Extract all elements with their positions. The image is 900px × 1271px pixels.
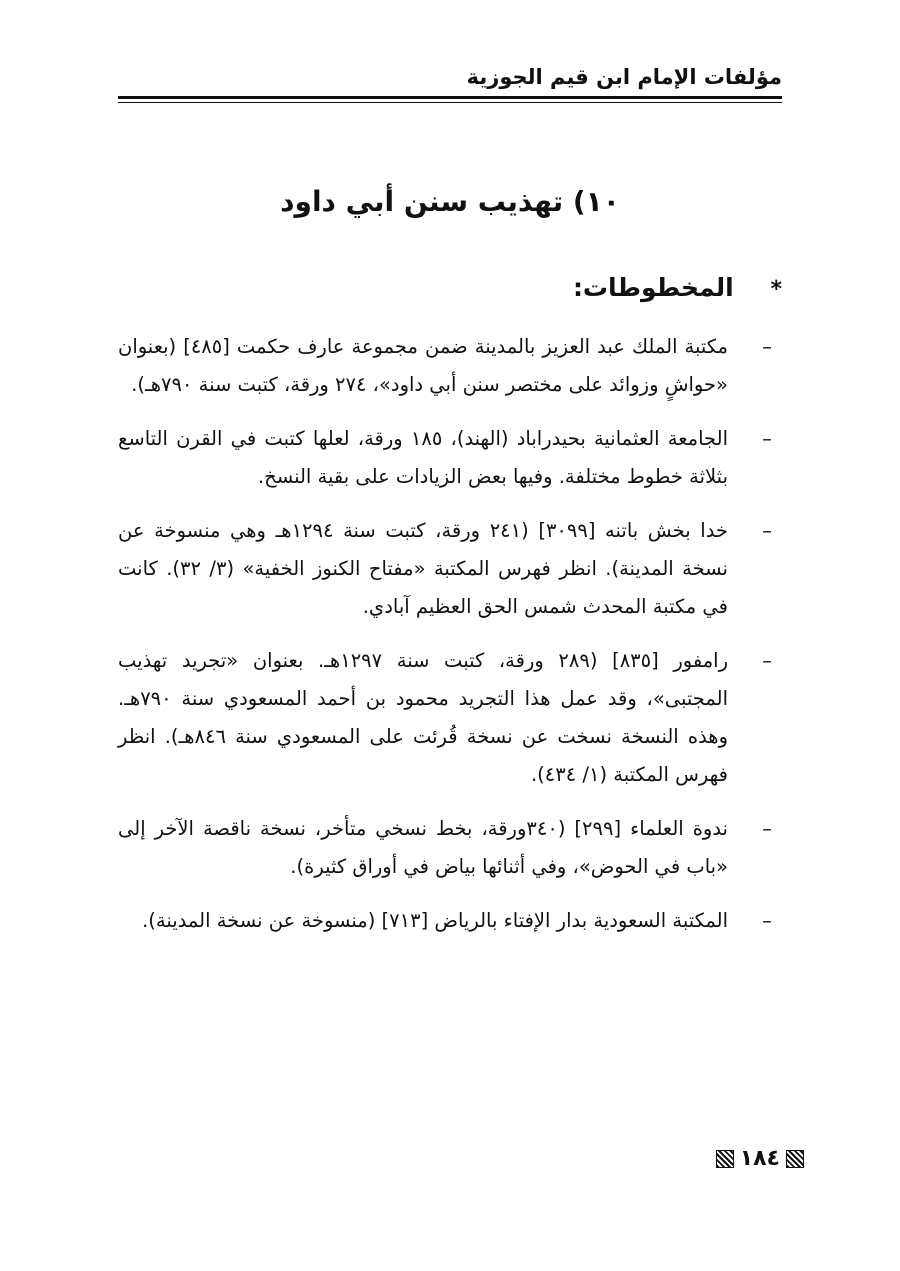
list-item (118, 902, 782, 940)
section-heading (573, 268, 782, 310)
list-dash: – (762, 427, 772, 450)
section-heading-text: المخطوطات: (572, 273, 734, 302)
page-number: ١٨٤ (739, 1146, 780, 1171)
running-header-title: مؤلفات الإمام ابن قيم الجوزية (466, 65, 782, 89)
list-item-text: المكتبة السعودية بدار الإفتاء بالرياض [٧١٣] (منسوخة عن نسخة المدينة). (142, 909, 728, 932)
list-item (118, 642, 782, 794)
list-item (118, 512, 782, 626)
list-dash: – (762, 335, 772, 358)
list-item-text: مكتبة الملك عبد العزيز بالمدينة ضمن مجموعة عارف حكمت [٤٨٥] (بعنوان «حواشٍ وزوائد على مختصر سنن أبي داود»، ٢٧٤ ورقة، كتبت سنة ٧٩٠هـ). (118, 335, 728, 396)
square-ornament-icon (786, 1150, 804, 1168)
list-dash: – (762, 817, 772, 840)
manuscript-list (118, 328, 782, 956)
list-item-text: ندوة العلماء [٢٩٩] (٣٤٠ورقة، بخط نسخي متأخر، نسخة ناقصة الآخر إلى «باب في الحوض»، وفي أثنائها بياض في أوراق كثيرة). (118, 817, 728, 878)
header-rule-thick (118, 96, 782, 99)
square-ornament-icon (716, 1150, 734, 1168)
list-dash: – (762, 649, 772, 672)
asterisk-icon: * (770, 277, 782, 302)
list-item (118, 420, 782, 496)
list-item-text: رامفور [٨٣٥] (٢٨٩ ورقة، كتبت سنة ١٢٩٧هـ. بعنوان «تجريد تهذيب المجتبى»، وقد عمل هذا التجريد محمود بن أحمد المسعودي سنة ٧٩٠هـ. وهذه النسخة نسخت عن نسخة قُرئت على المسعودي سنة ٨٤٦هـ). انظر فهرس المكتبة (١/ ٤٣٤). (118, 649, 729, 786)
list-item (118, 328, 782, 404)
list-dash: – (762, 909, 772, 932)
list-dash: – (762, 519, 772, 542)
list-item-text: الجامعة العثمانية بحيدراباد (الهند)، ١٨٥ ورقة، لعلها كتبت في القرن التاسع بثلاثة خطوط مختلفة. وفيها بعض الزيادات على بقية النسخ. (118, 427, 729, 488)
chapter-title: ١٠) تهذيب سنن أبي داود (280, 185, 620, 218)
list-item-text: خدا بخش باتنه [٣٠٩٩] (٢٤١ ورقة، كتبت سنة ١٢٩٤هـ وهي منسوخة عن نسخة المدينة). انظر فهرس المكتبة «مفتاح الكنوز الخفية» (٣/ ٣٢). كانت في مكتبة المحدث شمس الحق العظيم آبادي. (118, 519, 728, 618)
header-rule-thin (118, 102, 782, 103)
list-item (118, 810, 782, 886)
page-footer (716, 1146, 804, 1172)
